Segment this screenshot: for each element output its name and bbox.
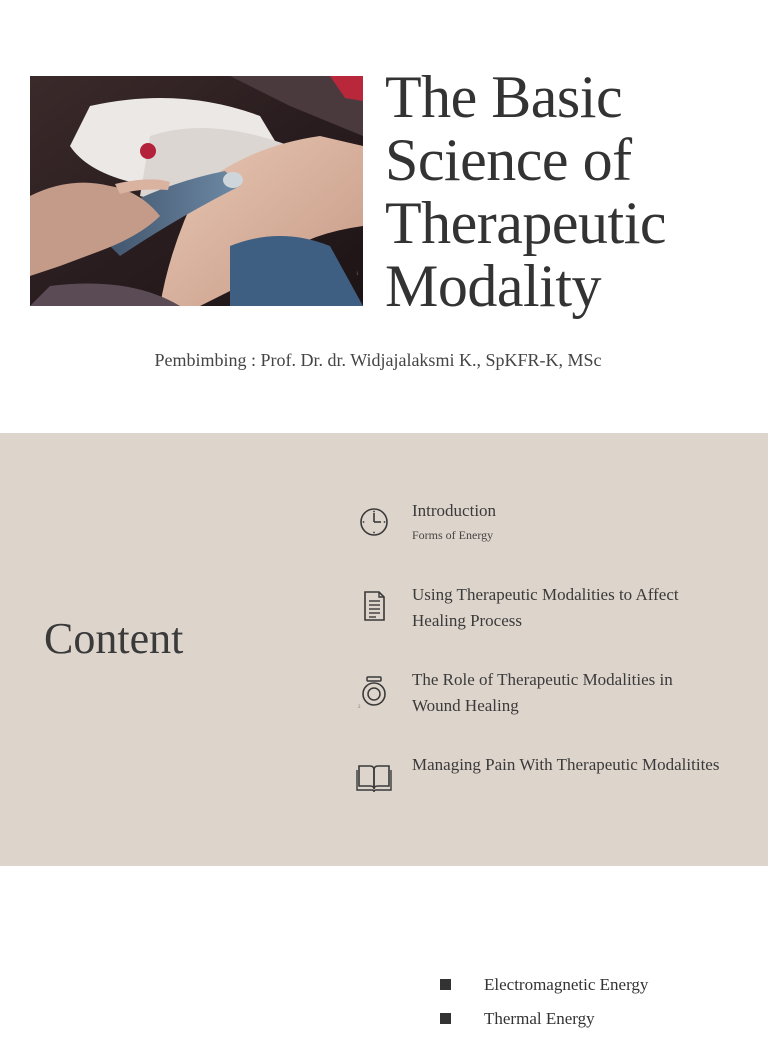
bullet-item xyxy=(438,974,648,1008)
open-book-icon xyxy=(356,758,392,794)
agenda-item-title: Introduction xyxy=(412,501,497,520)
content-heading: Content xyxy=(44,614,184,663)
agenda-item-title: The Role of Therapeutic Modalities in Wound Healing xyxy=(412,670,673,715)
clock-icon xyxy=(356,504,392,540)
square-bullet-icon xyxy=(440,1013,451,1024)
agenda-item-subtitle: Forms of Energy xyxy=(412,528,494,542)
presentation-title: The Basic Science of Therapeutic Modality xyxy=(385,64,666,319)
energy-bullet-list xyxy=(438,974,648,1042)
photo-page-number: 1 xyxy=(356,272,359,277)
agenda-item-title: Using Therapeutic Modalities to Affect Healing Process xyxy=(412,585,679,630)
document-icon xyxy=(356,588,392,624)
title-slide xyxy=(0,0,768,433)
bullet-text: Electromagnetic Energy xyxy=(484,975,649,994)
agenda-item-title: Managing Pain With Therapeutic Modalitites xyxy=(412,755,720,774)
bullet-text: Thermal Energy xyxy=(484,1009,595,1028)
slide-page-number: 2 xyxy=(358,705,361,710)
photo-illustration xyxy=(30,76,363,306)
square-bullet-icon xyxy=(440,979,451,990)
bullet-item xyxy=(438,1008,648,1042)
energy-slide xyxy=(0,866,768,1028)
content-slide xyxy=(0,433,768,866)
ultrasound-therapy-photo xyxy=(30,76,363,306)
supervisor-subtitle: Pembimbing : Prof. Dr. dr. Widjajalaksmi K., SpKFR-K, MSc xyxy=(154,350,602,370)
ring-icon xyxy=(356,673,392,709)
